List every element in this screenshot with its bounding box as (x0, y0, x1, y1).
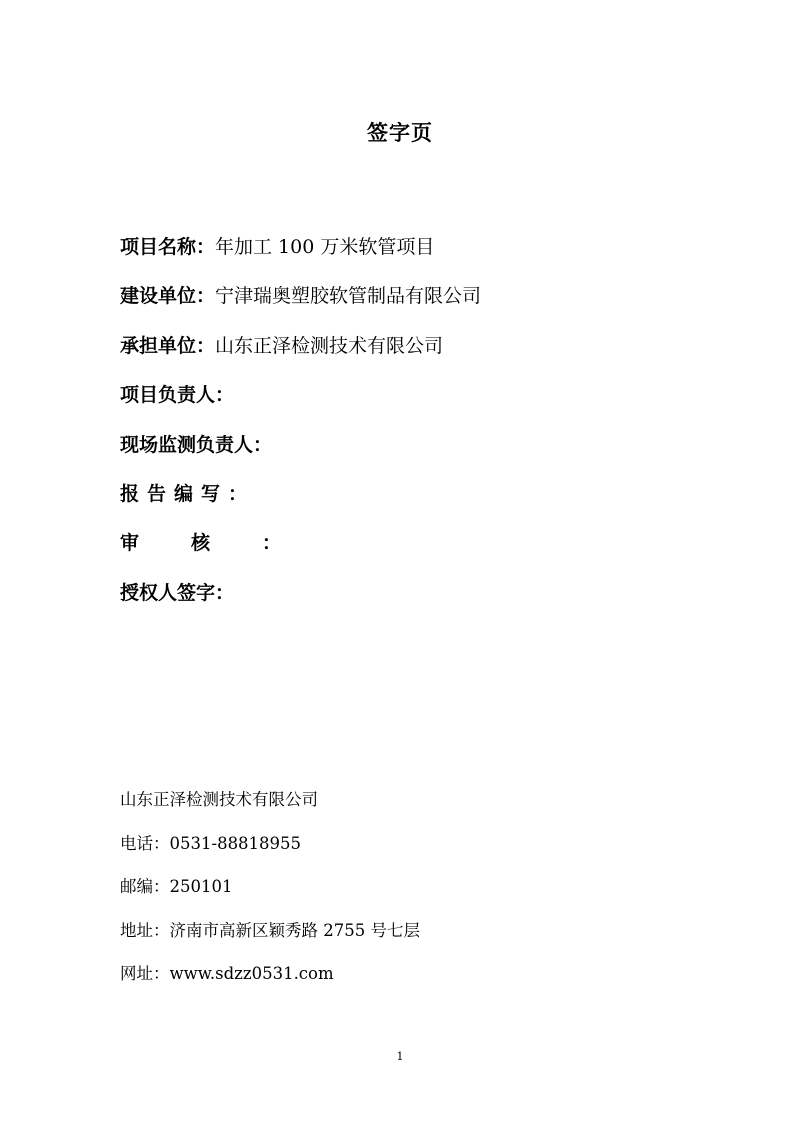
field-onsite-monitoring-leader (120, 430, 481, 479)
signature-fields (120, 232, 481, 627)
field-authorized-signature (120, 578, 481, 627)
field-label: 建设单位： (120, 285, 216, 308)
company-address: 地址：济南市高新区颖秀路 2755 号七层 (120, 920, 420, 940)
field-value: 宁津瑞奥塑胶软管制品有限公司 (215, 285, 482, 308)
company-info (120, 786, 420, 1004)
field-label-colon: ： (262, 532, 282, 555)
field-label: 审核 (120, 532, 263, 555)
field-project-name (120, 232, 481, 281)
company-phone: 电话：0531-88818955 (120, 833, 302, 853)
page-number: 1 (396, 1050, 404, 1063)
field-value: 山东正泽检测技术有限公司 (215, 334, 444, 357)
field-label: 授权人签字： (120, 581, 235, 604)
field-reviewer (120, 528, 481, 577)
company-website: 网址：www.sdzz0531.com (120, 964, 334, 983)
field-report-writer (120, 479, 481, 528)
field-undertaking-unit (120, 331, 481, 380)
field-value: 年加工 100 万米软管项目 (215, 236, 435, 258)
field-label: 承担单位： (120, 334, 216, 357)
company-name: 山东正泽检测技术有限公司 (120, 790, 318, 809)
field-label: 报告编写 (120, 482, 229, 505)
field-label: 现场监测负责人： (120, 433, 273, 456)
field-label: 项目名称： (120, 236, 216, 258)
field-label-colon: ： (228, 482, 248, 505)
page-title: 签字页 (367, 120, 433, 145)
field-construction-unit (120, 281, 481, 330)
company-postcode: 邮编：250101 (120, 877, 233, 896)
field-label: 项目负责人： (120, 384, 235, 407)
field-project-leader (120, 380, 481, 429)
